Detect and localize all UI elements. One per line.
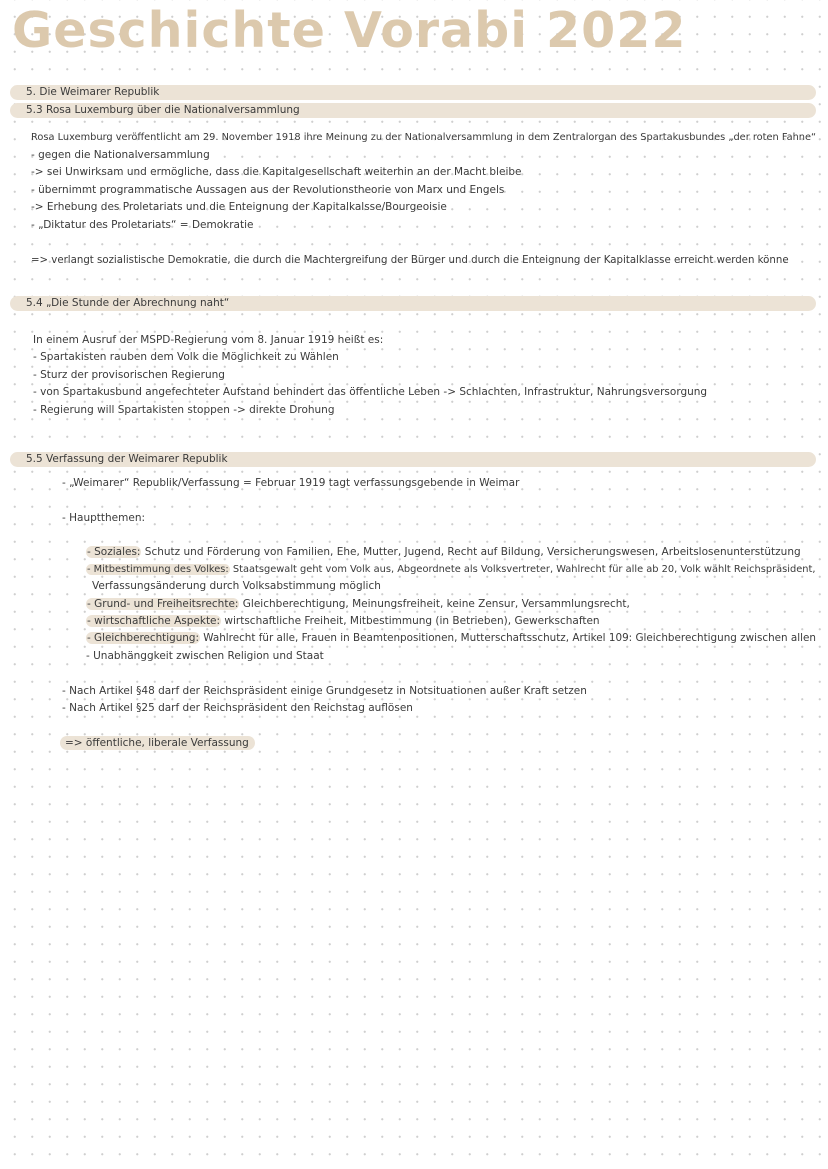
section-heading: 5.3 Rosa Luxemburg über die Nationalversammlung bbox=[26, 104, 300, 116]
text-line: - übernimmt programmatische Aussagen aus der Revolutionstheorie von Marx und Engels bbox=[31, 184, 505, 196]
topic-term: - Grund- und Freiheitsrechte: bbox=[87, 598, 239, 610]
topic-text: Staatsgewalt geht vom Volk aus, Abgeordnete als Volksvertreter, Wahlrecht für alle ab 20, Volk wählt Reichspräsident, bbox=[229, 564, 816, 575]
text-line: In einem Ausruf der MSPD-Regierung vom 8. Januar 1919 heißt es: bbox=[33, 334, 384, 346]
conclusion-line bbox=[60, 737, 255, 750]
section-heading: 5.5 Verfassung der Weimarer Republik bbox=[26, 453, 228, 465]
conclusion-line: => verlangt sozialistische Demokratie, die durch die Machtergreifung der Bürger und durch die Enteignung der Kapitalklasse erreicht werden könne bbox=[31, 255, 789, 266]
topic-item bbox=[86, 632, 816, 645]
topic-term: - wirtschaftliche Aspekte: bbox=[87, 615, 221, 627]
topic-text: wirtschaftliche Freiheit, Mitbestimmung (in Betrieben), Gewerkschaften bbox=[221, 615, 600, 627]
section-heading: 5.4 „Die Stunde der Abrechnung naht“ bbox=[26, 297, 230, 309]
topic-text: Gleichberechtigung, Meinungsfreiheit, keine Zensur, Versammlungsrecht, bbox=[239, 598, 630, 610]
text-line: - Spartakisten rauben dem Volk die Möglichkeit zu Wählen bbox=[33, 351, 339, 363]
text-line: - gegen die Nationalversammlung bbox=[31, 149, 210, 161]
text-line: - „Weimarer“ Republik/Verfassung = Februar 1919 tagt verfassungsgebende in Weimar bbox=[62, 477, 520, 489]
topic-item bbox=[86, 563, 815, 576]
text-line: -> sei Unwirksam und ermögliche, dass die Kapitalgesellschaft weiterhin an der Macht bleibe bbox=[31, 166, 522, 178]
text-line: Rosa Luxemburg veröffentlicht am 29. November 1918 ihre Meinung zu der Nationalversammlung in dem Zentralorgan des Spartakusbundes „der roten Fahne“ bbox=[31, 132, 817, 143]
topic-term: - Soziales: bbox=[87, 546, 141, 558]
text-line: - Sturz der provisorischen Regierung bbox=[33, 369, 225, 381]
text-line: - Hauptthemen: bbox=[62, 512, 146, 524]
section-heading: 5. Die Weimarer Republik bbox=[26, 86, 160, 98]
article-line: - Nach Artikel §25 darf der Reichspräsident den Reichstag auflösen bbox=[62, 702, 413, 714]
conclusion-highlight: => öffentliche, liberale Verfassung bbox=[60, 736, 255, 750]
article-line: - Nach Artikel §48 darf der Reichspräsident einige Grundgesetz in Notsituationen außer Kraft setzen bbox=[62, 685, 587, 697]
text-line: -> Erhebung des Proletariats und die Enteignung der Kapitalkalsse/Bourgeoisie bbox=[31, 201, 447, 213]
topic-item bbox=[86, 598, 630, 611]
topic-text: Schutz und Förderung von Familien, Ehe, Mutter, Jugend, Recht auf Bildung, Versicherungswesen, Arbeitslosenunterstützung bbox=[141, 546, 801, 558]
topic-item: - Unabhänggkeit zwischen Religion und Staat bbox=[86, 650, 324, 662]
topic-term: - Gleichberechtigung: bbox=[87, 632, 199, 644]
topic-text: Wahlrecht für alle, Frauen in Beamtenpositionen, Mutterschaftsschutz, Artikel 109: Gleichberechtigung zwischen allen bbox=[199, 632, 817, 644]
text-line: - Regierung will Spartakisten stoppen -> direkte Drohung bbox=[33, 404, 335, 416]
text-line: - „Diktatur des Proletariats“ = Demokratie bbox=[31, 219, 254, 231]
topic-continuation: Verfassungsänderung durch Volksabstimmung möglich bbox=[92, 580, 381, 592]
page-title: Geschichte Vorabi 2022 bbox=[12, 2, 687, 59]
topic-item bbox=[86, 615, 600, 628]
text-line: - von Spartakusbund angefechteter Aufstand behindert das öffentliche Leben -> Schlachten, Infrastruktur, Nahrungsversorgung bbox=[33, 386, 708, 398]
topic-term: - Mitbestimmung des Volkes: bbox=[87, 564, 229, 575]
topic-item bbox=[86, 546, 801, 559]
